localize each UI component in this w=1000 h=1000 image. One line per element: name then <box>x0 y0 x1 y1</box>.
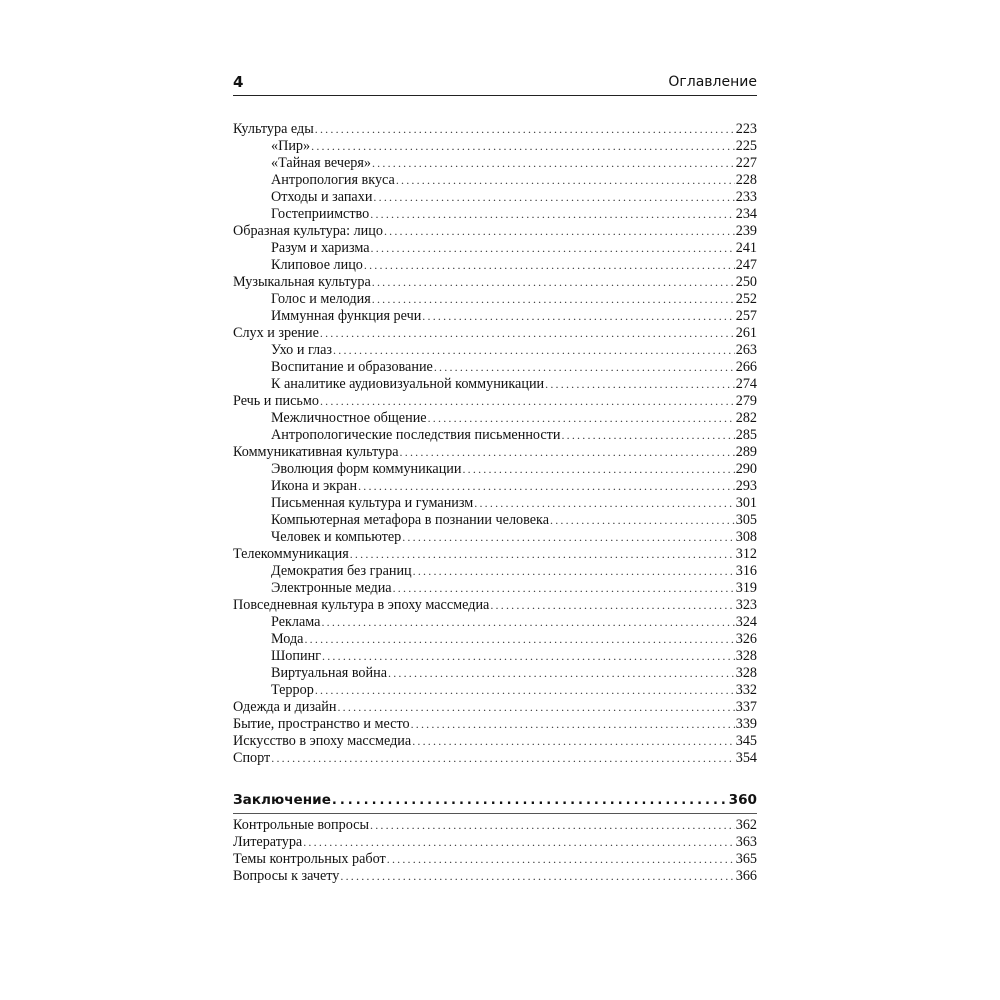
toc-entry-page: 328 <box>735 665 757 681</box>
header-rule <box>233 95 757 96</box>
toc-entry-label: Гостеприимство <box>271 206 370 222</box>
toc-entry <box>233 817 757 834</box>
toc-entry-label: Телекоммуникация <box>233 546 349 562</box>
toc-entry-page: 282 <box>735 410 757 426</box>
toc-entry-label: Контрольные вопросы <box>233 817 369 833</box>
toc-entry <box>233 580 757 597</box>
toc-entry-page: 293 <box>735 478 757 494</box>
dot-leader <box>428 410 735 427</box>
toc-entry-label: Виртуальная война <box>271 665 387 681</box>
dot-leader <box>372 274 735 291</box>
toc-entry-label: «Тайная вечеря» <box>271 155 371 171</box>
toc-entry-page: 247 <box>735 257 757 273</box>
toc-entry-page: 225 <box>735 138 757 154</box>
toc-entry <box>233 699 757 716</box>
toc-entry-label: Клиповое лицо <box>271 257 363 273</box>
toc-entry-page: 305 <box>735 512 757 528</box>
toc-entry <box>233 189 757 206</box>
toc-entry-label: Бытие, пространство и место <box>233 716 410 732</box>
toc-entry-label: Ухо и глаз <box>271 342 333 358</box>
toc-entry-label: Человек и компьютер <box>271 529 402 545</box>
toc-entry <box>233 393 757 410</box>
toc-entry-page: 234 <box>735 206 757 222</box>
toc-entry <box>233 427 757 444</box>
dot-leader <box>388 665 735 682</box>
toc-entry-label: Письменная культура и гуманизм <box>271 495 474 511</box>
dot-leader <box>350 546 735 563</box>
toc-entry-label: Коммуникативная культура <box>233 444 399 460</box>
toc-entry <box>233 614 757 631</box>
dot-leader <box>412 733 735 750</box>
toc-entry <box>233 410 757 427</box>
dot-leader <box>340 868 734 885</box>
toc-entry <box>233 206 757 223</box>
toc-entry <box>233 274 757 291</box>
toc-entry-page: 337 <box>735 699 757 715</box>
toc-entry-page: 274 <box>735 376 757 392</box>
dot-leader <box>364 257 735 274</box>
toc-entry-label: Заключение <box>233 792 331 808</box>
toc-entry-page: 354 <box>735 750 757 766</box>
toc-entry-label: Спорт <box>233 750 271 766</box>
toc-entry <box>233 325 757 342</box>
dot-leader <box>411 716 735 733</box>
toc-entry <box>233 682 757 699</box>
toc-entry <box>233 495 757 512</box>
toc-entry-label: Вопросы к зачету <box>233 868 340 884</box>
toc-entry-label: Искусство в эпоху массмедиа <box>233 733 412 749</box>
toc-entry-label: Повседневная культура в эпоху массмедиа <box>233 597 490 613</box>
dot-leader <box>358 478 735 495</box>
toc-entry <box>233 223 757 240</box>
dot-leader <box>372 155 735 172</box>
toc-entry-label: Темы контрольных работ <box>233 851 386 867</box>
dot-leader <box>304 631 734 648</box>
dot-leader <box>332 791 728 810</box>
toc-entry-page: 239 <box>735 223 757 239</box>
toc-entry <box>233 342 757 359</box>
toc-entry-label: Реклама <box>271 614 321 630</box>
toc-entry-label: Компьютерная метафора в познании человека <box>271 512 549 528</box>
dot-leader <box>315 682 735 699</box>
toc-entry-page: 285 <box>735 427 757 443</box>
dot-leader <box>545 376 735 393</box>
toc-entry-label: Культура еды <box>233 121 314 137</box>
toc-entry-label: Эволюция форм коммуникации <box>271 461 462 477</box>
toc-entry-page: 339 <box>735 716 757 732</box>
toc-entry <box>233 359 757 376</box>
dot-leader <box>402 529 734 546</box>
dot-leader <box>422 308 734 325</box>
toc-entry-label: Отходы и запахи <box>271 189 373 205</box>
toc-entry <box>233 750 757 767</box>
toc-entry-page: 312 <box>735 546 757 562</box>
toc-entry <box>233 631 757 648</box>
toc-entry-page: 328 <box>735 648 757 664</box>
toc-entry-page: 252 <box>735 291 757 307</box>
toc-entry-label: Литература <box>233 834 303 850</box>
dot-leader <box>321 614 734 631</box>
toc-entry-label: Разум и харизма <box>271 240 370 256</box>
toc-entry-page: 290 <box>735 461 757 477</box>
dot-leader <box>396 172 735 189</box>
toc-entry <box>233 665 757 682</box>
dot-leader <box>561 427 734 444</box>
dot-leader <box>303 834 734 851</box>
toc-entry-label: Межличностное общение <box>271 410 427 426</box>
dot-leader <box>370 206 734 223</box>
toc-entry-page: 301 <box>735 495 757 511</box>
toc-entry-page: 365 <box>735 851 757 867</box>
toc-entry-label: Мода <box>271 631 304 647</box>
dot-leader <box>333 342 735 359</box>
toc-entry <box>233 308 757 325</box>
dot-leader <box>271 750 734 767</box>
toc-entry-label: К аналитике аудиовизуальной коммуникации <box>271 376 545 392</box>
toc-entry <box>233 868 757 885</box>
toc-entry <box>233 597 757 614</box>
toc-entry <box>233 121 757 138</box>
toc-entry-page: 257 <box>735 308 757 324</box>
dot-leader <box>490 597 734 614</box>
dot-leader <box>474 495 734 512</box>
toc-entry-page: 366 <box>735 868 757 884</box>
toc-entry-label: Речь и письмо <box>233 393 319 409</box>
toc-entry-label: Иммунная функция речи <box>271 308 422 324</box>
toc-entry-conclusion <box>233 791 757 810</box>
dot-leader <box>387 851 735 868</box>
toc-entry-page: 250 <box>735 274 757 290</box>
dot-leader <box>413 563 735 580</box>
toc-entry-label: Демократия без границ <box>271 563 412 579</box>
dot-leader <box>311 138 735 155</box>
toc-entry-page: 308 <box>735 529 757 545</box>
toc-entry-page: 363 <box>735 834 757 850</box>
toc-entry <box>233 478 757 495</box>
toc-entry-label: Музыкальная культура <box>233 274 371 290</box>
toc-entry-page: 319 <box>735 580 757 596</box>
dot-leader <box>337 699 734 716</box>
toc-entry-label: Слух и зрение <box>233 325 319 341</box>
toc-entry <box>233 716 757 733</box>
toc-entry <box>233 834 757 851</box>
toc-entry <box>233 461 757 478</box>
toc-entry-label: Одежда и дизайн <box>233 699 337 715</box>
running-header <box>233 72 757 92</box>
dot-leader <box>384 223 735 240</box>
toc-entry-label: Антропологические последствия письменности <box>271 427 561 443</box>
toc-entry <box>233 444 757 461</box>
dot-leader <box>462 461 734 478</box>
toc-entry-page: 289 <box>735 444 757 460</box>
toc-entry <box>233 172 757 189</box>
toc-entry-page: 227 <box>735 155 757 171</box>
dot-leader <box>434 359 735 376</box>
toc-entry <box>233 240 757 257</box>
section-divider <box>233 813 757 814</box>
toc-entry-label: Икона и экран <box>271 478 358 494</box>
toc-entry <box>233 155 757 172</box>
toc-entry-page: 362 <box>735 817 757 833</box>
toc-entry <box>233 648 757 665</box>
toc-entry-page: 279 <box>735 393 757 409</box>
dot-leader <box>371 240 735 257</box>
toc-entry <box>233 138 757 155</box>
dot-leader <box>320 393 735 410</box>
dot-leader <box>322 648 735 665</box>
toc-entry-label: Антропология вкуса <box>271 172 395 188</box>
toc-entry <box>233 733 757 750</box>
dot-leader <box>370 817 735 834</box>
running-title: Оглавление <box>668 74 757 90</box>
dot-leader <box>373 189 734 206</box>
toc-entry <box>233 512 757 529</box>
table-of-contents <box>233 121 757 767</box>
dot-leader <box>393 580 735 597</box>
toc-entry <box>233 563 757 580</box>
toc-entry-page: 326 <box>735 631 757 647</box>
toc-entry <box>233 546 757 563</box>
toc-entry-label: Электронные медиа <box>271 580 392 596</box>
toc-entry-page: 233 <box>735 189 757 205</box>
dot-leader <box>400 444 735 461</box>
toc-entry <box>233 851 757 868</box>
toc-entry-label: Шопинг <box>271 648 322 664</box>
dot-leader <box>550 512 735 529</box>
appendix-entries <box>233 817 757 885</box>
toc-entry-page: 332 <box>735 682 757 698</box>
toc-entry-label: Воспитание и образование <box>271 359 433 375</box>
toc-entry <box>233 291 757 308</box>
toc-entry-page: 261 <box>735 325 757 341</box>
page-number: 4 <box>233 73 244 91</box>
toc-entry-page: 323 <box>735 597 757 613</box>
toc-entry-page: 345 <box>735 733 757 749</box>
toc-entry-label: Образная культура: лицо <box>233 223 383 239</box>
toc-entry-label: Террор <box>271 682 314 698</box>
toc-entry-page: 316 <box>735 563 757 579</box>
toc-entry-label: Голос и мелодия <box>271 291 371 307</box>
toc-entry-page: 241 <box>735 240 757 256</box>
toc-entry-page: 228 <box>735 172 757 188</box>
dot-leader <box>372 291 735 308</box>
toc-entry-page: 223 <box>735 121 757 137</box>
toc-entry-page: 324 <box>735 614 757 630</box>
dot-leader <box>320 325 735 342</box>
toc-entry <box>233 376 757 393</box>
dot-leader <box>315 121 735 138</box>
table-of-contents-end <box>233 791 757 885</box>
toc-entry-page: 266 <box>735 359 757 375</box>
toc-entry <box>233 257 757 274</box>
toc-entry <box>233 529 757 546</box>
toc-entry-page: 263 <box>735 342 757 358</box>
toc-entry-page: 360 <box>728 792 757 808</box>
toc-entry-label: «Пир» <box>271 138 311 154</box>
